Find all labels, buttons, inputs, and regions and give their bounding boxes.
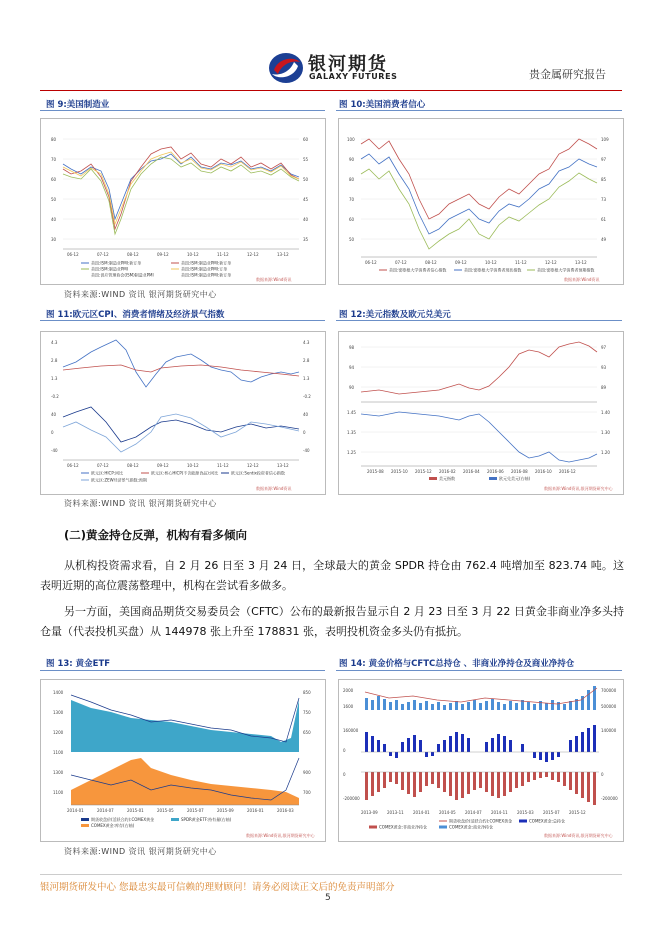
logo-chinese-text: 银河期货 [308, 54, 388, 75]
svg-text:-0.2: -0.2 [51, 394, 59, 399]
galaxy-logo-icon [268, 52, 304, 84]
svg-text:109: 109 [601, 137, 609, 142]
svg-text:1200: 1200 [53, 730, 64, 735]
svg-text:1.35: 1.35 [347, 430, 356, 435]
figure-9-chart [40, 118, 326, 285]
svg-text:2013-09: 2013-09 [361, 810, 378, 815]
svg-text:1600: 1600 [343, 704, 354, 709]
figure-9-legend-0: 美国:ISM:制造业PMI:新订单 [91, 260, 142, 266]
svg-text:2016-01: 2016-01 [247, 808, 264, 813]
svg-text:30: 30 [51, 237, 57, 242]
svg-text:08-12: 08-12 [127, 463, 139, 468]
svg-text:2015-12: 2015-12 [415, 469, 432, 474]
figure-12-small-source: 数据来源:Wind资讯,银河期货研究中心 [544, 486, 613, 491]
figure-11-small-source: 数据来源:Wind资讯 [256, 486, 292, 491]
figure-9-rule [40, 110, 325, 111]
svg-text:2016-03: 2016-03 [277, 808, 294, 813]
svg-text:2.8: 2.8 [51, 358, 58, 363]
svg-text:2015-07: 2015-07 [543, 810, 560, 815]
svg-text:0: 0 [343, 748, 346, 753]
svg-text:500000: 500000 [601, 704, 617, 709]
svg-text:50: 50 [349, 237, 355, 242]
svg-text:09-12: 09-12 [157, 463, 169, 468]
svg-text:2014-01: 2014-01 [67, 808, 84, 813]
svg-text:07-12: 07-12 [97, 463, 109, 468]
figure-14-rule [336, 670, 622, 671]
svg-text:-200000: -200000 [601, 796, 618, 801]
figure-10-legend-0: 美国:密歇根大学消费者信心指数 [389, 267, 447, 273]
figure-11-rule [40, 320, 325, 321]
figure-9-legend-1: 美国:ISM:制造业PMI:新订单 [181, 260, 232, 266]
svg-text:2015-09: 2015-09 [217, 808, 234, 813]
svg-text:11-12: 11-12 [217, 252, 229, 257]
svg-text:60: 60 [303, 137, 309, 142]
report-type: 贵金属研究报告 [529, 68, 606, 81]
svg-text:40: 40 [303, 412, 309, 417]
svg-text:11-12: 11-12 [515, 260, 527, 265]
figure-9-small-source: 数据来源:Wind资讯 [256, 277, 292, 282]
svg-text:89: 89 [601, 385, 607, 390]
figure-10-chart [338, 118, 624, 285]
figure-11-title: 图 11:欧元区CPI、消费者情绪及经济景气指数 [46, 310, 225, 320]
figure-9-legend2-0: 美国:供应管理协会(ISM)制造业PMI [91, 272, 154, 278]
svg-text:700000: 700000 [601, 688, 617, 693]
svg-text:2.8: 2.8 [303, 358, 310, 363]
svg-text:2015-05: 2015-05 [157, 808, 174, 813]
svg-text:94: 94 [349, 365, 355, 370]
svg-text:2015-12: 2015-12 [569, 810, 586, 815]
svg-text:80: 80 [51, 137, 57, 142]
figure-12-chart [338, 331, 624, 495]
figure-10-small-source: 数据来源:Wind资讯 [564, 277, 600, 282]
svg-text:4.3: 4.3 [303, 340, 310, 345]
svg-text:80: 80 [349, 177, 355, 182]
svg-text:2016-04: 2016-04 [463, 469, 480, 474]
svg-text:40: 40 [51, 217, 57, 222]
figure-13-chart [40, 679, 326, 842]
figure-10-title: 图 10:美国消费者信心 [339, 100, 426, 110]
svg-text:10-12: 10-12 [485, 260, 497, 265]
figure-14-chart [338, 679, 624, 842]
svg-text:2000: 2000 [343, 688, 354, 693]
svg-text:11-12: 11-12 [217, 463, 229, 468]
svg-text:10-12: 10-12 [187, 252, 199, 257]
svg-text:90: 90 [349, 385, 355, 390]
logo-english-text: GALAXY FUTURES [309, 72, 398, 81]
svg-text:2015-10: 2015-10 [391, 469, 408, 474]
svg-text:90: 90 [349, 157, 355, 162]
svg-text:61: 61 [601, 217, 607, 222]
svg-text:1300: 1300 [53, 770, 64, 775]
svg-text:40: 40 [303, 217, 309, 222]
svg-text:700: 700 [303, 790, 311, 795]
svg-text:0: 0 [51, 430, 54, 435]
svg-text:09-12: 09-12 [455, 260, 467, 265]
svg-text:-40: -40 [51, 448, 58, 453]
figure-14-title: 图 14: 黄金价格与CFTC总持仓 、非商业净持仓及商业净持仓 [339, 659, 575, 669]
svg-text:0: 0 [343, 772, 346, 777]
svg-text:-0.2: -0.2 [303, 394, 311, 399]
svg-text:1400: 1400 [53, 690, 64, 695]
paragraph-2: 另一方面，美国商品期货交易委员会（CFTC）公布的最新报告显示自 2 月 23 日至 3 月 22 日黄金非商业净多头持仓量（代表投机买盘）从 144978 张上升至 178831 张，表明投机资金多头仍有抵抗。 [40, 605, 624, 638]
svg-text:1.45: 1.45 [347, 410, 356, 415]
figure-12-title: 图 12:美元指数及欧元兑美元 [339, 310, 451, 320]
svg-text:900: 900 [303, 770, 311, 775]
svg-text:-200000: -200000 [343, 796, 360, 801]
svg-text:97: 97 [601, 157, 607, 162]
svg-text:1.40: 1.40 [601, 410, 610, 415]
figure-14-plot [339, 680, 623, 841]
svg-text:2014-07: 2014-07 [97, 808, 114, 813]
page-number: 5 [325, 893, 331, 903]
svg-text:97: 97 [601, 345, 607, 350]
figure-14-legend-0: 期货收盘价(活跃合约):COMEX黄金 [449, 818, 513, 824]
svg-text:13-12: 13-12 [575, 260, 587, 265]
paragraph-1: 从机构投资需求看，自 2 月 26 日至 3 月 24 日，全球最大的黄金 SPDR 持仓由 762.4 吨增加至 823.74 吨。这表明近期的高位震荡整理中，机构在尝试看多做多。 [40, 559, 624, 592]
figure-11-legend2-0: 欧元区:ZEW经济景气指数:预期 [91, 477, 147, 483]
svg-text:2014-07: 2014-07 [465, 810, 482, 815]
figure-13-legend-1: SPDR黄金ETF:持有量(右轴) [181, 817, 232, 822]
figure-13-rule [40, 670, 325, 671]
svg-text:650: 650 [303, 730, 311, 735]
figure-12-legend-0: 美元指数 [439, 476, 455, 481]
figure-11-legend-0: 欧元区:HICP:同比 [91, 470, 124, 476]
svg-text:10-12: 10-12 [187, 463, 199, 468]
source-note-1: 资料来源:WIND 资讯 银河期货研究中心 [64, 290, 217, 299]
svg-text:08-12: 08-12 [127, 252, 139, 257]
svg-text:750: 750 [303, 710, 311, 715]
figure-11-plot [41, 332, 325, 494]
svg-text:50: 50 [51, 197, 57, 202]
svg-text:850: 850 [303, 690, 311, 695]
svg-text:1100: 1100 [53, 750, 64, 755]
svg-text:2014-01: 2014-01 [413, 810, 430, 815]
source-note-3: 资料来源:WIND 资讯 银河期货研究中心 [64, 847, 217, 856]
figure-12-rule [336, 320, 622, 321]
svg-text:06-12: 06-12 [365, 260, 377, 265]
source-note-2: 资料来源:WIND 资讯 银河期货研究中心 [64, 499, 217, 508]
svg-text:45: 45 [303, 197, 309, 202]
figure-9-title: 图 9:美国制造业 [46, 100, 110, 110]
svg-text:07-12: 07-12 [97, 252, 109, 257]
figure-11-chart [40, 331, 326, 495]
figure-10-plot [339, 119, 623, 284]
svg-text:13-12: 13-12 [277, 252, 289, 257]
svg-text:0: 0 [303, 430, 306, 435]
company-logo [268, 50, 408, 86]
svg-text:08-12: 08-12 [425, 260, 437, 265]
svg-text:49: 49 [601, 237, 607, 242]
svg-text:2016-02: 2016-02 [439, 469, 456, 474]
svg-text:12-12: 12-12 [545, 260, 557, 265]
svg-text:06-12: 06-12 [67, 463, 79, 468]
figure-13-legend-0: 期货收盘价(活跃合约):COMEX黄金 [91, 817, 155, 822]
svg-text:13-12: 13-12 [277, 463, 289, 468]
svg-text:1.20: 1.20 [601, 450, 610, 455]
figure-14-legend2-0: COMEX黄金:非商业净持仓 [379, 824, 428, 830]
svg-text:09-12: 09-12 [157, 252, 169, 257]
figure-12-legend-1: 欧元兑美元(右轴) [499, 476, 531, 481]
svg-text:1100: 1100 [53, 790, 64, 795]
svg-text:2016-08: 2016-08 [511, 469, 528, 474]
svg-text:60: 60 [51, 177, 57, 182]
figure-9-plot [41, 119, 325, 284]
figure-14-small-source: 数据来源:Wind资讯,银河期货研究中心 [544, 833, 613, 838]
svg-text:-40: -40 [303, 448, 310, 453]
figure-10-rule [336, 110, 622, 111]
svg-text:40: 40 [51, 412, 57, 417]
figure-14-legend2-1: COMEX黄金:商业净持仓 [449, 824, 494, 830]
figure-13-plot [41, 680, 325, 841]
svg-text:1.3: 1.3 [51, 376, 58, 381]
svg-text:2016-12: 2016-12 [559, 469, 576, 474]
svg-text:2016-10: 2016-10 [535, 469, 552, 474]
svg-text:06-12: 06-12 [67, 252, 79, 257]
svg-text:12-12: 12-12 [247, 463, 259, 468]
svg-text:73: 73 [601, 197, 607, 202]
svg-text:2014-11: 2014-11 [491, 810, 508, 815]
section-heading: (二)黄金持仓反弹，机构有看多倾向 [64, 528, 248, 542]
svg-text:2015-01: 2015-01 [127, 808, 144, 813]
svg-text:2016-06: 2016-06 [487, 469, 504, 474]
svg-text:0: 0 [601, 772, 604, 777]
figure-12-plot [339, 332, 623, 494]
svg-text:1300: 1300 [53, 710, 64, 715]
figure-9-legend-3: 美国:ISM:制造业PMI:订单 [181, 266, 228, 272]
svg-text:12-12: 12-12 [247, 252, 259, 257]
svg-text:1.3: 1.3 [303, 376, 310, 381]
svg-text:1.30: 1.30 [601, 430, 610, 435]
figure-14-legend-1: COMEX黄金:总持仓 [529, 818, 566, 824]
svg-text:98: 98 [349, 345, 355, 350]
svg-text:2014-05: 2014-05 [439, 810, 456, 815]
svg-text:160000: 160000 [343, 728, 359, 733]
svg-text:55: 55 [303, 157, 309, 162]
svg-text:2015-03: 2015-03 [517, 810, 534, 815]
figure-13-title: 图 13: 黄金ETF [46, 659, 111, 669]
svg-text:2013-11: 2013-11 [387, 810, 404, 815]
footer-disclaimer: 银河期货研发中心 您最忠实最可信赖的理财顾问！请务必阅读正文后的免责声明部分 [40, 882, 395, 893]
svg-text:35: 35 [303, 237, 309, 242]
figure-10-legend-1: 美国:密歇根大学消费者现状指数 [464, 267, 522, 273]
figure-13-small-source: 数据来源:Wind资讯,银河期货研究中心 [246, 833, 315, 838]
header-divider [40, 90, 622, 91]
footer-divider [40, 874, 622, 875]
svg-text:2015-08: 2015-08 [367, 469, 384, 474]
svg-text:70: 70 [349, 197, 355, 202]
svg-text:1.25: 1.25 [347, 450, 356, 455]
svg-text:93: 93 [601, 365, 607, 370]
figure-9-legend-2: 美国:ISM:制造业PMI [91, 266, 128, 272]
svg-text:60: 60 [349, 217, 355, 222]
svg-text:100: 100 [347, 137, 355, 142]
figure-10-legend-2: 美国:密歇根大学消费者预期指数 [537, 267, 595, 273]
figure-11-legend-1: 欧元区:核心HICP(不含能源食品):同比 [151, 470, 219, 476]
svg-text:50: 50 [303, 177, 309, 182]
figure-13-legend2-0: COMEX黄金:库存(右轴) [91, 823, 135, 828]
figure-9-legend2-1: 美国:ISM:制造业PMI:新订单 [181, 272, 232, 278]
svg-text:85: 85 [601, 177, 607, 182]
svg-text:4.3: 4.3 [51, 340, 58, 345]
svg-text:140000: 140000 [601, 728, 617, 733]
figure-11-legend-2: 欧元区:Sentix投资者信心指数 [231, 470, 285, 476]
svg-text:07-12: 07-12 [395, 260, 407, 265]
svg-text:70: 70 [51, 157, 57, 162]
svg-text:2015-07: 2015-07 [187, 808, 204, 813]
